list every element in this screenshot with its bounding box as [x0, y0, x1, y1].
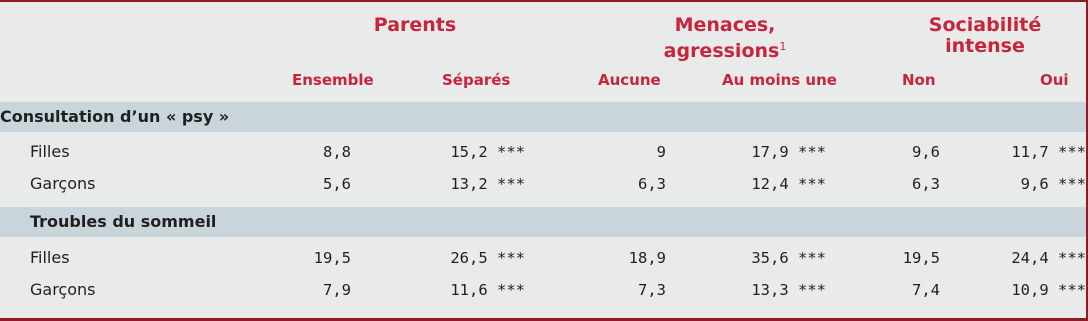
group-header-sociabilite-line2: intense: [945, 35, 1025, 57]
subheader-separes: Séparés: [442, 71, 511, 89]
footnote-marker: 1: [779, 40, 787, 53]
subheader-au-moins-une: Au moins une: [722, 71, 837, 89]
table-top-rule: [0, 0, 1088, 2]
cell-sommeil-garcons-ensemble: 7,9: [323, 281, 351, 299]
cell-sommeil-filles-oui: 24,4 ***: [1011, 249, 1086, 267]
cell-sommeil-filles-aucune: 18,9: [628, 249, 666, 267]
section-title-consultation: Consultation d’un « psy »: [0, 107, 230, 126]
cell-consultation-filles-non: 9,6: [912, 143, 940, 161]
section-title-sommeil: Troubles du sommeil: [30, 212, 217, 231]
cell-consultation-filles-separes: 15,2 ***: [450, 143, 525, 161]
cell-sommeil-garcons-non: 7,4: [912, 281, 940, 299]
cell-sommeil-garcons-au-moins-une: 13,3 ***: [751, 281, 826, 299]
cell-consultation-filles-aucune: 9: [656, 143, 666, 161]
subheader-ensemble: Ensemble: [292, 71, 374, 89]
cell-sommeil-garcons-aucune: 7,3: [638, 281, 666, 299]
row-label-garcons-consultation: Garçons: [30, 174, 96, 193]
cell-consultation-garcons-separes: 13,2 ***: [450, 175, 525, 193]
cell-sommeil-garcons-oui: 10,9 ***: [1011, 281, 1086, 299]
subheader-oui: Oui: [1040, 71, 1069, 89]
cell-consultation-filles-oui: 11,7 ***: [1011, 143, 1086, 161]
row-label-filles-consultation: Filles: [30, 142, 70, 161]
cell-consultation-filles-au-moins-une: 17,9 ***: [751, 143, 826, 161]
cell-sommeil-garcons-separes: 11,6 ***: [450, 281, 525, 299]
cell-sommeil-filles-separes: 26,5 ***: [450, 249, 525, 267]
group-header-parents: Parents: [373, 14, 457, 36]
group-header-menaces-line2-text: agressions: [663, 40, 780, 62]
group-header-menaces-line2: [610, 36, 840, 62]
group-header-sociabilite: [895, 15, 1075, 57]
cell-consultation-garcons-non: 6,3: [912, 175, 940, 193]
cell-sommeil-filles-non: 19,5: [902, 249, 940, 267]
cell-consultation-garcons-oui: 9,6 ***: [1020, 175, 1086, 193]
subheader-non: Non: [902, 71, 936, 89]
row-label-filles-sommeil: Filles: [30, 248, 70, 267]
row-label-garcons-sommeil: Garçons: [30, 280, 96, 299]
group-header-menaces: [610, 15, 840, 62]
cell-sommeil-filles-au-moins-une: 35,6 ***: [751, 249, 826, 267]
cell-consultation-garcons-au-moins-une: 12,4 ***: [751, 175, 826, 193]
cell-consultation-garcons-ensemble: 5,6: [323, 175, 351, 193]
group-header-menaces-line1: Menaces,: [674, 14, 776, 36]
cell-consultation-filles-ensemble: 8,8: [323, 143, 351, 161]
subheader-aucune: Aucune: [598, 71, 661, 89]
cell-sommeil-filles-ensemble: 19,5: [313, 249, 351, 267]
group-header-sociabilite-line1: Sociabilité: [928, 14, 1042, 36]
cell-consultation-garcons-aucune: 6,3: [638, 175, 666, 193]
